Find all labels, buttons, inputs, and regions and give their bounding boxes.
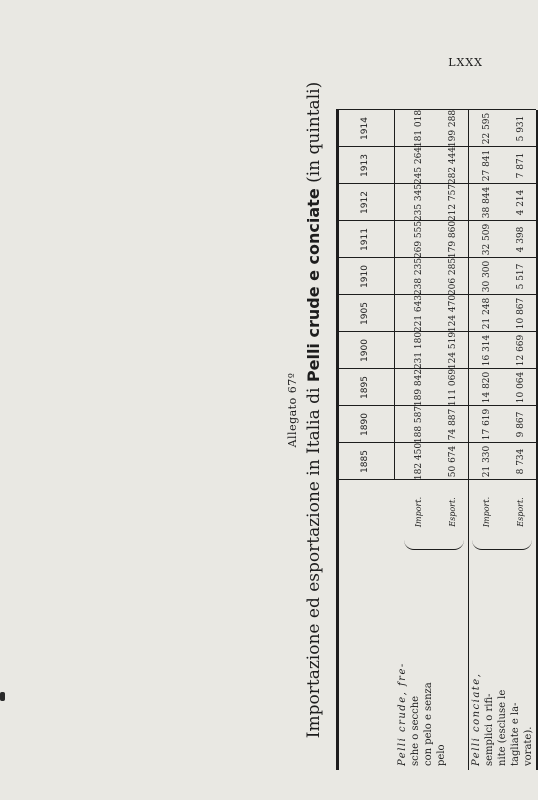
group-2-export-1910: 5 517 <box>516 263 526 290</box>
group-2-export-1885: 8 734 <box>516 448 526 475</box>
rotated-table-block <box>78 40 538 780</box>
group-2-export-1912: 4 214 <box>516 189 526 216</box>
column-rule <box>336 368 536 369</box>
group-2-export-1900: 12 669 <box>516 334 526 367</box>
group-1-line-3: con pelo e senza <box>423 682 434 766</box>
group-1-export-1913: 282 444 <box>448 146 458 185</box>
group-2-import-1912: 38 844 <box>482 186 492 219</box>
group-2-import-1895: 14 820 <box>482 371 492 404</box>
year-header-1911: 1911 <box>360 228 370 251</box>
group-1-export-label: Esport. <box>448 497 457 527</box>
group-1-import-1890: 188 587 <box>414 405 424 444</box>
group-1-export-1910: 206 285 <box>448 257 458 296</box>
group-2-line-1: Pelli conciate, <box>471 672 482 766</box>
group-1-export-1914: 199 288 <box>448 109 458 148</box>
group-2-import-1911: 32 509 <box>482 223 492 256</box>
group-2-export-1895: 10 064 <box>516 371 526 404</box>
year-header-1905: 1905 <box>360 302 370 325</box>
column-rule <box>336 479 536 480</box>
table-title <box>304 40 324 780</box>
group-2-import-1885: 21 330 <box>482 445 492 478</box>
group-2-export-label: Esport. <box>516 497 525 527</box>
title-bold: Pelli crude e conciate <box>304 188 323 383</box>
group-1-export-1895: 111 069 <box>448 368 458 407</box>
group-2-import-1914: 22 595 <box>482 112 492 145</box>
column-rule <box>336 146 536 147</box>
group-1-line-4: pelo <box>436 744 447 766</box>
group-1-export-1890: 74 887 <box>448 408 458 441</box>
column-rule <box>336 257 536 258</box>
group-2-import-1900: 16 314 <box>482 334 492 367</box>
group-1-import-label: Import. <box>414 496 423 528</box>
group-1-import-1914: 181 018 <box>414 109 424 148</box>
group-1-label <box>396 588 448 766</box>
group-1-export-1912: 212 757 <box>448 183 458 222</box>
group-2-line-4: tagliate e la- <box>510 702 521 766</box>
group-2-export-1911: 4 398 <box>516 226 526 253</box>
group-1-export-1911: 179 860 <box>448 220 458 259</box>
group-2-import-1913: 27 841 <box>482 149 492 182</box>
group-2-import-label: Import. <box>482 496 491 528</box>
year-header-1895: 1895 <box>360 376 370 399</box>
group-2-export-1905: 10 867 <box>516 297 526 330</box>
group-2-import-1905: 21 248 <box>482 297 492 330</box>
group-1-import-1910: 238 235 <box>414 257 424 296</box>
year-header-1912: 1912 <box>360 191 370 214</box>
year-header-1885: 1885 <box>360 450 370 473</box>
column-rule <box>336 405 536 406</box>
allegato-label: Allegato 67º <box>286 372 299 448</box>
title-prefix: Importazione ed esportazione in Italia di <box>304 382 324 739</box>
group-1-export-1885: 50 674 <box>448 445 458 478</box>
ink-mark <box>0 692 5 701</box>
group-1-import-1895: 189 842 <box>414 368 424 407</box>
group-1-export-1900: 124 519 <box>448 331 458 370</box>
group-1-line-2: sche o secche <box>410 695 421 766</box>
column-rule <box>336 294 536 295</box>
page-number: LXXX <box>448 56 483 69</box>
year-header-1910: 1910 <box>360 265 370 288</box>
group-1-export-1905: 124 470 <box>448 294 458 333</box>
column-rule <box>336 183 536 184</box>
group-1-import-1885: 182 450 <box>414 442 424 481</box>
year-header-1890: 1890 <box>360 413 370 436</box>
group-2-line-3: nite (escluse le <box>497 689 508 766</box>
title-suffix: (in quintali) <box>304 81 324 189</box>
group-2-import-1890: 17 619 <box>482 408 492 441</box>
group-2-line-2: semplici o rifi- <box>484 693 495 766</box>
group-1-import-1913: 245 264 <box>414 146 424 185</box>
group-1-import-1905: 221 643 <box>414 294 424 333</box>
column-rule <box>336 331 536 332</box>
group-1-import-1900: 231 180 <box>414 331 424 370</box>
group-2-export-1914: 5 931 <box>516 115 526 142</box>
group-2-export-1913: 7 871 <box>516 152 526 179</box>
year-header-1900: 1900 <box>360 339 370 362</box>
year-header-1914: 1914 <box>360 117 370 140</box>
group-1-line-1: Pelli crude, fre- <box>397 662 408 766</box>
column-rule <box>336 442 536 443</box>
group-separator <box>468 110 469 770</box>
column-rule <box>336 109 536 110</box>
group-2-label <box>470 588 535 766</box>
group-1-import-1911: 269 555 <box>414 220 424 259</box>
year-header-1913: 1913 <box>360 154 370 177</box>
group-2-line-5: vorate). <box>523 726 534 766</box>
header-bottom-rule <box>394 110 395 480</box>
column-rule <box>336 220 536 221</box>
group-2-import-1910: 30 300 <box>482 260 492 293</box>
group-2-export-1890: 9 867 <box>516 411 526 438</box>
group-1-import-1912: 235 345 <box>414 183 424 222</box>
